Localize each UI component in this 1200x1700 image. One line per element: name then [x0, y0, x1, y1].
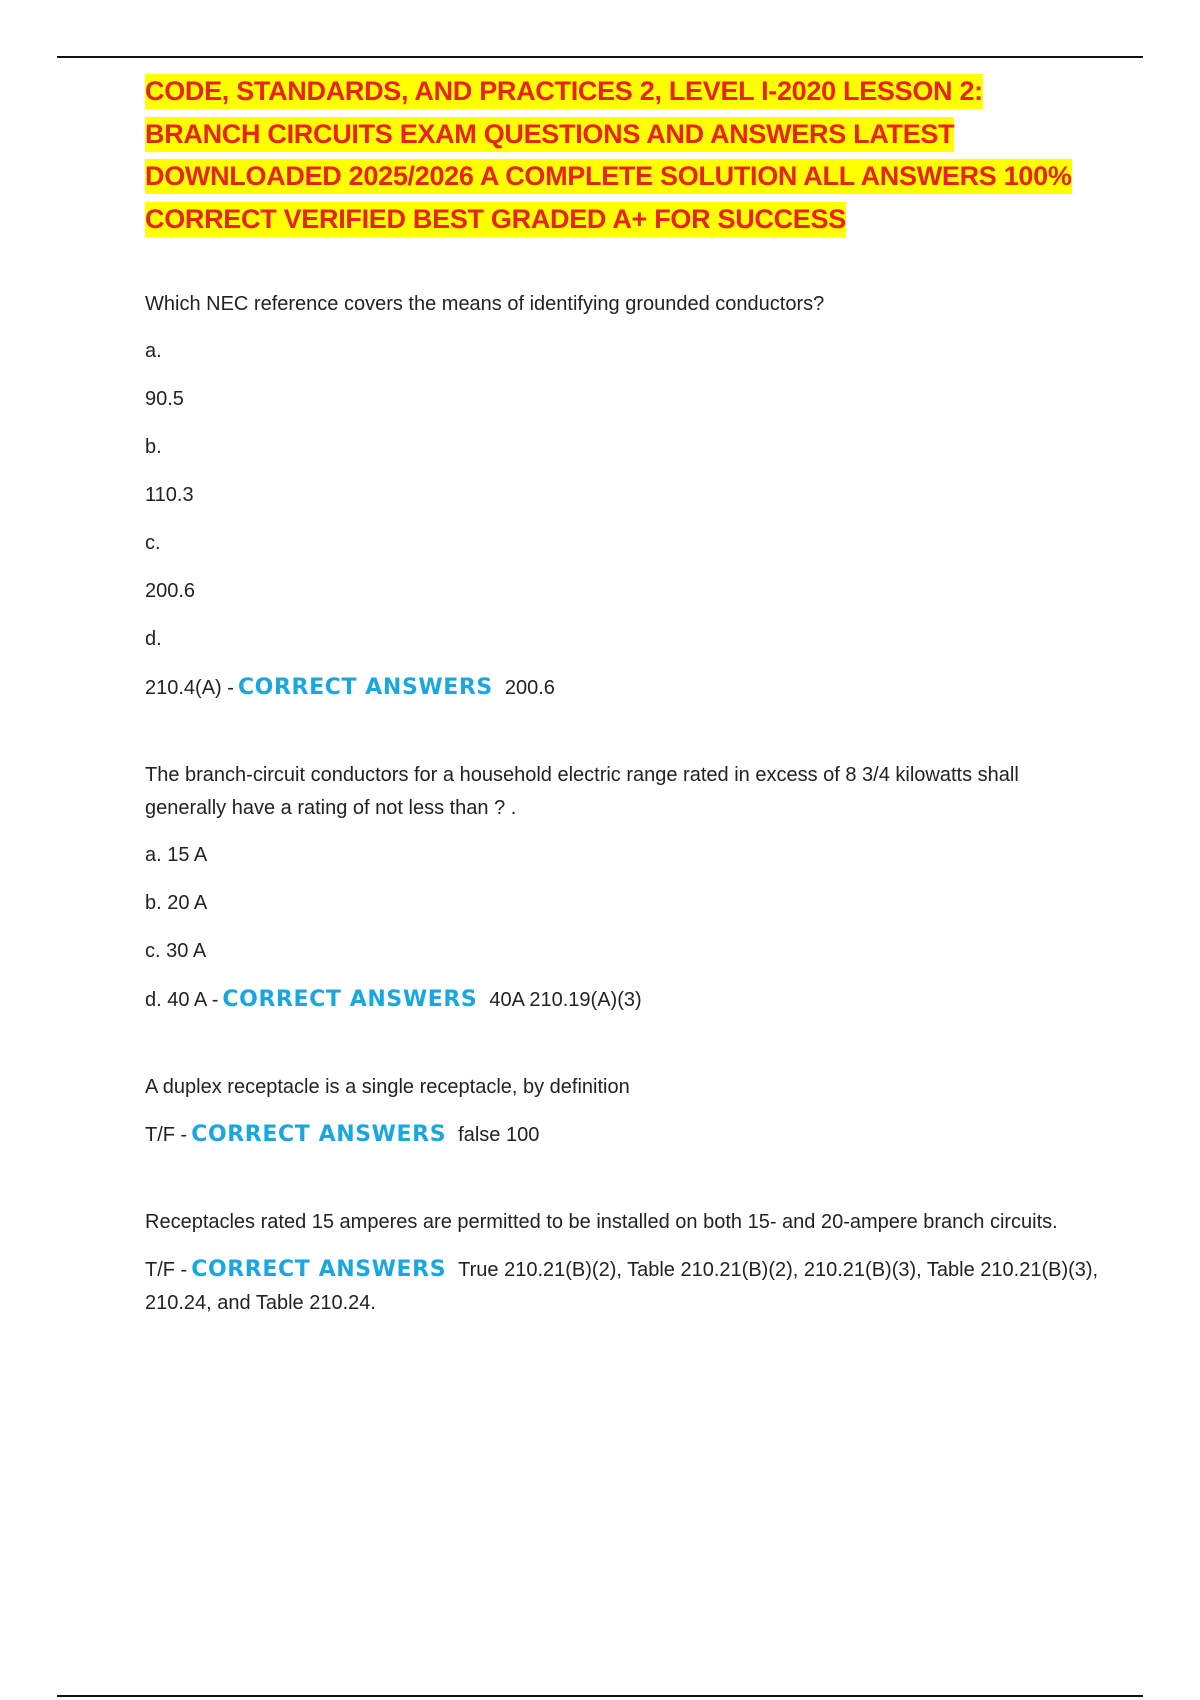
- question-2: [145, 759, 1100, 1017]
- correct-answers-label: CORRECT ANSWERS: [191, 1122, 447, 1147]
- answer-text: True 210.21(B)(2), Table 210.21(B)(2), 210.21(B)(3), Table 210.21(B)(3), 210.24, and Table 210.24.: [145, 1259, 1099, 1314]
- option-line: d.: [145, 628, 162, 650]
- option-line: 200.6: [145, 580, 196, 602]
- document-body: [145, 70, 1100, 1374]
- answer-prefix: T/F -: [145, 1259, 188, 1281]
- option-line: c. 30 A: [145, 940, 207, 962]
- answer-line: [145, 1253, 1100, 1320]
- question-text: Which NEC reference covers the means of identifying grounded conductors?: [145, 293, 825, 315]
- question-1: [145, 288, 1100, 705]
- option-line: b. 20 A: [145, 892, 208, 914]
- option-line: 110.3: [145, 484, 194, 506]
- option-line: a.: [145, 340, 162, 362]
- answer-line: [145, 1118, 1100, 1152]
- answer-text: 200.6: [504, 677, 555, 699]
- correct-answers-label: CORRECT ANSWERS: [237, 675, 493, 700]
- question-text: Receptacles rated 15 amperes are permitted to be installed on both 15- and 20-ampere branch circuits.: [145, 1211, 1058, 1233]
- answer-prefix: d. 40 A -: [145, 989, 219, 1011]
- top-rule: [57, 56, 1143, 58]
- correct-answers-label: CORRECT ANSWERS: [191, 1257, 447, 1282]
- option-line: c.: [145, 532, 161, 554]
- answer-prefix: 210.4(A) -: [145, 677, 234, 699]
- answer-line: [145, 671, 1100, 705]
- question-3: [145, 1071, 1100, 1152]
- option-line: 90.5: [145, 388, 184, 410]
- answer-prefix: T/F -: [145, 1124, 188, 1146]
- option-line: a. 15 A: [145, 844, 208, 866]
- question-4: [145, 1206, 1100, 1320]
- answer-line: [145, 983, 1100, 1017]
- question-text: A duplex receptacle is a single receptacle, by definition: [145, 1076, 630, 1098]
- option-line: b.: [145, 436, 162, 458]
- document-title: [145, 70, 1100, 240]
- answer-text: 40A 210.19(A)(3): [489, 989, 642, 1011]
- document-title-text: CODE, STANDARDS, AND PRACTICES 2, LEVEL I-2020 LESSON 2: BRANCH CIRCUITS EXAM QUESTIONS AND ANSWERS LATEST DOWNLOADED 2025/2026 A COMPLETE SOLUTION ALL ANSWERS 100% CORRECT VERIFIED BEST GRADED A+ FOR SUCCESS: [145, 74, 1072, 237]
- answer-text: false 100: [458, 1124, 540, 1146]
- question-text: The branch-circuit conductors for a household electric range rated in excess of 8 3/4 kilowatts shall generally have a rating of not less than ? .: [145, 764, 1019, 819]
- bottom-rule: [57, 1695, 1143, 1697]
- correct-answers-label: CORRECT ANSWERS: [222, 987, 478, 1012]
